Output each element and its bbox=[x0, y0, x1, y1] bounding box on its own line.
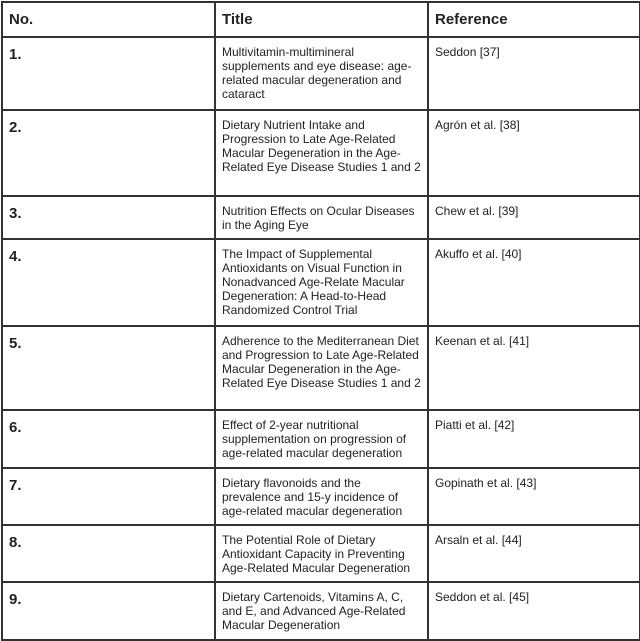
row-reference: Arsaln et al. [44] bbox=[428, 525, 640, 582]
row-title: The Impact of Supplemental Antioxidants on Visual Function in Nonadvanced Age-Relate Macular Degeneration: A Head-to-Head Randomized Control Trial bbox=[215, 239, 428, 326]
row-reference: Seddon [37] bbox=[428, 37, 640, 110]
row-title: Dietary flavonoids and the prevalence and 15-y incidence of age-related macular degeneration bbox=[215, 468, 428, 525]
header-title: Title bbox=[215, 2, 428, 37]
header-row bbox=[2, 2, 640, 37]
row-number: 1. bbox=[2, 37, 215, 110]
table-row bbox=[2, 239, 640, 326]
header-reference: Reference bbox=[428, 2, 640, 37]
row-number: 4. bbox=[2, 239, 215, 326]
row-number: 6. bbox=[2, 410, 215, 468]
row-title: Adherence to the Mediterranean Diet and Progression to Late Age-Related Macular Degeneration in the Age-Related Eye Disease Studies 1 and 2 bbox=[215, 326, 428, 410]
row-number: 8. bbox=[2, 525, 215, 582]
references-table bbox=[1, 1, 640, 641]
table-row bbox=[2, 410, 640, 468]
row-number: 3. bbox=[2, 196, 215, 239]
row-title: Nutrition Effects on Ocular Diseases in the Aging Eye bbox=[215, 196, 428, 239]
row-number: 7. bbox=[2, 468, 215, 525]
table-row bbox=[2, 110, 640, 196]
table-row bbox=[2, 326, 640, 410]
row-reference: Seddon et al. [45] bbox=[428, 582, 640, 640]
header-no: No. bbox=[2, 2, 215, 37]
row-title: Multivitamin-multimineral supplements and eye disease: age-related macular degeneration and cataract bbox=[215, 37, 428, 110]
row-title: Effect of 2-year nutritional supplementation on progression of age-related macular degeneration bbox=[215, 410, 428, 468]
table-row bbox=[2, 525, 640, 582]
row-title: The Potential Role of Dietary Antioxidant Capacity in Preventing Age-Related Macular Degeneration bbox=[215, 525, 428, 582]
row-reference: Gopinath et al. [43] bbox=[428, 468, 640, 525]
table-row bbox=[2, 468, 640, 525]
row-reference: Akuffo et al. [40] bbox=[428, 239, 640, 326]
row-reference: Agrón et al. [38] bbox=[428, 110, 640, 196]
row-title: Dietary Nutrient Intake and Progression to Late Age-Related Macular Degeneration in the Age-Related Eye Disease Studies 1 and 2 bbox=[215, 110, 428, 196]
row-reference: Chew et al. [39] bbox=[428, 196, 640, 239]
row-number: 5. bbox=[2, 326, 215, 410]
table-row bbox=[2, 196, 640, 239]
row-number: 9. bbox=[2, 582, 215, 640]
row-reference: Piatti et al. [42] bbox=[428, 410, 640, 468]
row-reference: Keenan et al. [41] bbox=[428, 326, 640, 410]
row-number: 2. bbox=[2, 110, 215, 196]
table-row bbox=[2, 582, 640, 640]
table-row bbox=[2, 37, 640, 110]
row-title: Dietary Cartenoids, Vitamins A, C, and E, and Advanced Age-Related Macular Degeneration bbox=[215, 582, 428, 640]
